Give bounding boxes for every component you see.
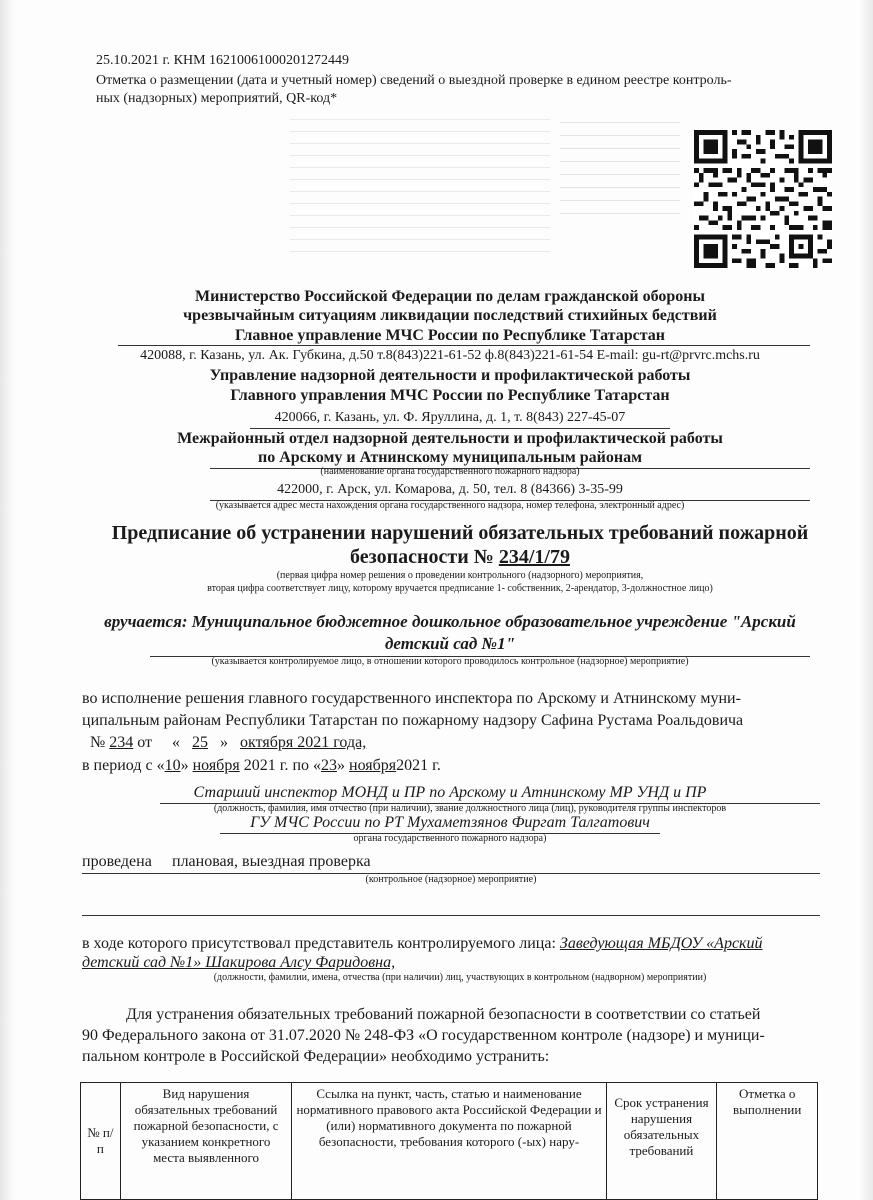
department-name-line1: Межрайонный отдел надзорной деятельности и профилактической работы: [177, 430, 723, 447]
directorate-name-line2: Главного управления МЧС России по Республике Татарстан: [230, 387, 670, 404]
directorate-name-line1: Управление надзорной деятельности и профилактической работы: [209, 367, 691, 384]
document-title-line2: [90, 546, 830, 569]
department-name-caption: (наименование органа государственного пожарного надзора): [320, 466, 580, 477]
period-end-day: 23: [321, 757, 338, 774]
inspector-name: ГУ МЧС России по РТ Мухаметзянов Фиргат Талгатович: [250, 814, 650, 831]
decision-line3: [90, 732, 366, 754]
recipient-line1: вручается: Муниципальное бюджетное дошкольное образовательное учреждение "Арский: [104, 612, 796, 631]
recipient-caption: (указывается контролируемое лицо, в отношении которого проводилось контрольное (надзорное) мероприятие): [211, 656, 689, 667]
divider-line: [82, 915, 820, 916]
period-start-month: ноября: [192, 757, 240, 774]
directorate-address: 420066, г. Казань, ул. Ф. Яруллина, д. 1, т. 8(843) 227-45-07: [274, 410, 626, 425]
elimination-line3: пальном контроле в Российской Федерации» необходимо устранить:: [82, 1048, 550, 1065]
inspection-label: проведена: [82, 853, 152, 870]
period-start-day: 10: [164, 757, 181, 774]
document-title-line1: Предписание об устранении нарушений обязательных требований пожарной: [111, 522, 809, 544]
inspector-caption-line1: (должность, фамилия, имя отчество (при наличии), звание должностного лица (лиц), руководителя группы инспекторов: [213, 803, 727, 814]
bleed-through-text: [290, 108, 550, 268]
quote-close: »: [337, 757, 350, 774]
quote-close: »: [180, 757, 193, 774]
representative-position: Заведующая МБДОУ «Арский: [559, 935, 763, 952]
scan-edge-right: [859, 0, 873, 1200]
column-header-completion-mark: Отметка о выполнении: [717, 1083, 818, 1200]
title-caption-line1: (первая цифра номер решения о проведении контрольного (надзорного) мероприятия,: [276, 570, 644, 581]
decision-number: 234: [109, 734, 134, 751]
decision-day: 25: [192, 734, 209, 751]
registry-notice-line1: Отметка о размещении (дата и учетный номер) сведений о выездной проверке в едином реестре контроль-: [96, 73, 732, 88]
column-header-deadline: Срок устранения нарушения обязательных требований: [606, 1083, 717, 1200]
inspection-caption: (контрольное (надзорное) мероприятие): [365, 874, 537, 885]
divider-line: [250, 428, 670, 429]
prescription-number: 234/1/79: [498, 546, 570, 568]
registry-notice-line2: ных (надзорных) мероприятий, QR-код*: [96, 91, 338, 106]
quote-close: »: [220, 734, 229, 751]
period-end-label: 2021 г. по «: [239, 757, 322, 774]
decision-line1: во исполнение решения главного государственного инспектора по Арскому и Атнинскому муни-: [82, 690, 741, 707]
period-end-month: ноября: [349, 757, 397, 774]
scan-edge-left: [0, 0, 14, 1200]
decision-month-year: октября 2021 года,: [240, 734, 367, 751]
decision-line2: ципальным районам Республики Татарстан по пожарному надзору Сафина Рустама Роальдовича: [82, 712, 744, 729]
department-address-caption: (указывается адрес места нахождения органа государственного надзора, номер телефона, электронный адрес): [215, 500, 685, 511]
department-address: 422000, г. Арск, ул. Комарова, д. 50, тел. 8 (84366) 3-35-99: [277, 482, 623, 497]
elimination-line1: Для устранения обязательных требований пожарной безопасности в соответствии со статьей: [126, 1006, 761, 1023]
divider-line: [118, 345, 810, 346]
column-header-violation: Вид нарушения обязательных требований пожарной безопасности, с указанием конкретного места выявленного: [120, 1083, 292, 1200]
title-caption-line2: вторая цифра соответствует лицу, которому вручается предписание 1- собственник, 2-арендатор, 3-должностное лицо): [207, 583, 713, 594]
column-header-reference: Ссылка на пункт, часть, статью и наименование нормативного правового акта Российской Федерации и (или) нормативного документа по пожарной безопасности, требования которого (-ых) нару-: [292, 1083, 606, 1200]
number-sign: №: [90, 734, 106, 751]
main-directorate-name: Главное управление МЧС России по Республике Татарстан: [235, 327, 665, 344]
inspection-type: плановая, выездная проверка: [172, 853, 371, 870]
bleed-through-text: [560, 110, 680, 250]
period-end-year: 2021 г.: [396, 757, 441, 774]
period-start-label: в период с «: [82, 757, 165, 774]
ministry-name-line2: чрезвычайным ситуациям ликвидации последствий стихийных бедствий: [183, 307, 717, 324]
quote-open: «: [172, 734, 181, 751]
title-number-prefix: безопасности №: [350, 546, 499, 568]
representative-name: детский сад №1» Шакирова Алсу Фаридовна,: [82, 954, 396, 971]
knm-registry-line: 25.10.2021 г. КНМ 16210061000201272449: [96, 53, 350, 68]
elimination-line2: 90 Федерального закона от 31.07.2020 № 248-ФЗ «О государственном контроле (надзоре) и муници-: [82, 1027, 765, 1044]
column-header-number: № п/п: [81, 1083, 121, 1200]
representative-label: в ходе которого присутствовал представитель контролируемого лица:: [82, 935, 560, 952]
recipient-line2: детский сад №1": [384, 634, 516, 653]
inspector-caption-line2: органа государственного пожарного надзора): [353, 833, 547, 844]
main-directorate-address: 420088, г. Казань, ул. Ак. Губкина, д.50 т.8(843)221-61-52 ф.8(843)221-61-54 E-mail: gu-rt@prvrc.mchs.ru: [140, 348, 760, 363]
violations-table: [80, 1082, 818, 1200]
inspector-position: Старший инспектор МОНД и ПР по Арскому и Атнинскому МР УНД и ПР: [193, 784, 707, 801]
department-name-line2: по Арскому и Атнинскому муниципальным районам: [258, 449, 642, 466]
ministry-name-line1: Министерство Российской Федерации по делам гражданской обороны: [194, 288, 706, 305]
decision-line4: [82, 755, 441, 777]
date-from-word: от: [137, 734, 153, 751]
table-header-row: [81, 1083, 818, 1200]
representative-caption: (должности, фамилии, имена, отчества (при наличии) лиц, участвующих в контрольном (надворном) мероприятии): [213, 972, 707, 983]
qr-code-icon: [694, 130, 832, 268]
